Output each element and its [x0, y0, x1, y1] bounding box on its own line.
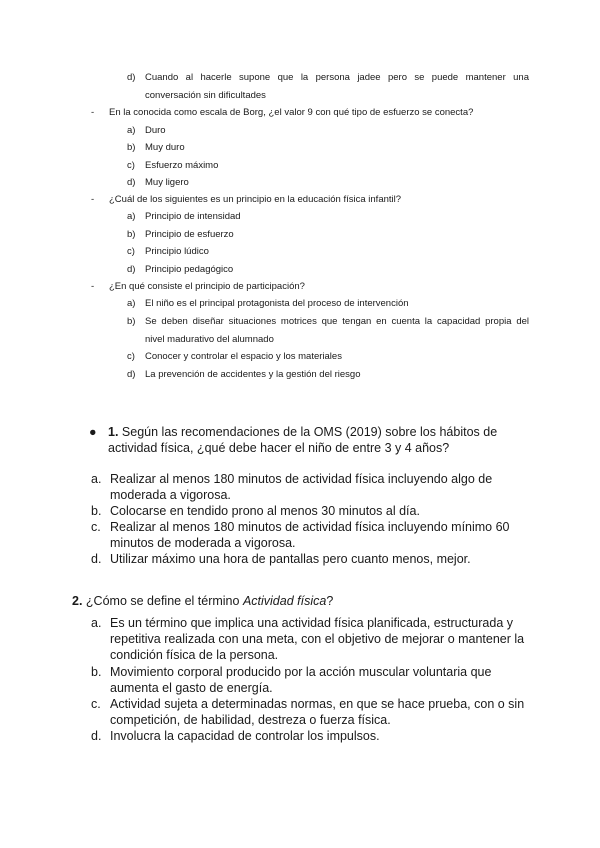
option-letter: b)	[127, 229, 136, 240]
option-letter: c)	[127, 351, 135, 362]
option-text: Muy ligero	[145, 177, 189, 188]
question-2	[72, 593, 333, 609]
option-line: Movimiento corporal producido por la acción muscular voluntaria que	[110, 665, 492, 679]
option-letter: a)	[127, 211, 136, 222]
option-text: Esfuerzo máximo	[145, 160, 219, 171]
option-item	[127, 348, 342, 366]
answer-option	[91, 519, 510, 551]
dash-bullet: -	[91, 107, 95, 118]
question-text: ¿En qué consiste el principio de participación?	[109, 281, 305, 292]
option-item	[127, 226, 234, 244]
option-letter: d.	[91, 729, 102, 743]
question-text-line2: actividad física, ¿qué debe hacer el niño de entre 3 y 4 años?	[108, 441, 450, 455]
option-text: Principio de intensidad	[145, 211, 241, 222]
question-d-option	[127, 69, 529, 105]
question-participation	[91, 278, 305, 296]
option-text: Muy duro	[145, 142, 185, 153]
dash-bullet: -	[91, 281, 95, 292]
option-letter: c)	[127, 160, 135, 171]
option-line: minutos de moderada a vigorosa.	[110, 536, 296, 550]
option-letter: b.	[91, 665, 102, 679]
answer-option	[91, 615, 524, 663]
option-letter: d)	[127, 72, 136, 83]
question-term: Actividad física	[242, 594, 327, 608]
option-letter: a.	[91, 616, 102, 630]
dash-bullet: -	[91, 194, 95, 205]
answer-option	[91, 696, 524, 728]
option-item	[127, 174, 189, 192]
option-text: Principio lúdico	[145, 246, 209, 257]
question-text-line1: Según las recomendaciones de la OMS (2019) sobre los hábitos de	[121, 425, 498, 439]
option-text: El niño es el principal protagonista del proceso de intervención	[145, 298, 409, 309]
option-letter: b.	[91, 504, 102, 518]
question-number: 2.	[72, 594, 83, 608]
option-letter: c)	[127, 246, 135, 257]
option-letter: d.	[91, 552, 102, 566]
option-text-line2: nivel madurativo del alumnado	[145, 334, 274, 345]
option-line: competición, de habilidad, destreza o fuerza física.	[110, 713, 391, 727]
answer-option	[91, 664, 491, 696]
answer-option	[91, 503, 420, 519]
question-principle	[91, 191, 401, 209]
option-line: aumenta el gasto de energía.	[110, 681, 273, 695]
option-item	[127, 366, 360, 384]
question-text: En la conocida como escala de Borg, ¿el valor 9 con qué tipo de esfuerzo se conecta?	[109, 107, 474, 118]
option-item	[127, 139, 185, 157]
round-bullet: ●	[89, 425, 97, 439]
option-letter: a)	[127, 298, 136, 309]
option-line: Actividad sujeta a determinadas normas, en que se hace prueba, con o sin	[110, 697, 525, 711]
option-text: Principio pedagógico	[145, 264, 234, 275]
option-line: Utilizar máximo una hora de pantallas pero cuanto menos, mejor.	[110, 552, 471, 566]
option-letter: c.	[91, 520, 101, 534]
question-end: ?	[326, 594, 334, 608]
option-letter: a)	[127, 125, 136, 136]
option-line: Es un término que implica una actividad física planificada, estructurada y	[110, 616, 513, 630]
option-text: La prevención de accidentes y la gestión del riesgo	[145, 369, 361, 380]
option-item	[127, 208, 241, 226]
option-item	[127, 295, 409, 313]
answer-option	[91, 551, 471, 567]
option-line: Realizar al menos 180 minutos de actividad física incluyendo algo de	[110, 472, 493, 486]
option-item	[127, 122, 166, 140]
option-letter: d)	[127, 177, 136, 188]
option-item	[127, 157, 218, 175]
option-text: Conocer y controlar el espacio y los materiales	[145, 351, 342, 362]
option-line: repetitiva realizada con una meta, con el objetivo de mejorar o mantener la	[110, 632, 525, 646]
option-text: Duro	[145, 125, 166, 136]
option-line: Colocarse en tendido prono al menos 30 minutos al día.	[110, 504, 420, 518]
option-text-line2: conversación sin dificultades	[145, 90, 266, 101]
option-line: Realizar al menos 180 minutos de actividad física incluyendo mínimo 60	[110, 520, 510, 534]
option-letter: b)	[127, 142, 136, 153]
question-text: ¿Cómo se define el término	[85, 594, 243, 608]
option-letter: d)	[127, 264, 136, 275]
option-item	[127, 313, 529, 349]
question-text: ¿Cuál de los siguientes es un principio en la educación física infantil?	[109, 194, 402, 205]
option-item	[127, 261, 233, 279]
option-letter: a.	[91, 472, 102, 486]
option-line: moderada a vigorosa.	[110, 488, 231, 502]
question-1	[89, 424, 497, 456]
option-letter: d)	[127, 369, 136, 380]
option-text-line1: Se deben diseñar situaciones motrices que tengan en cuenta la capacidad propia del	[145, 316, 529, 327]
option-letter: b)	[127, 316, 136, 327]
option-line: condición física de la persona.	[110, 648, 279, 662]
option-item	[127, 243, 209, 261]
option-letter: c.	[91, 697, 101, 711]
answer-option	[91, 471, 492, 503]
option-text: Principio de esfuerzo	[145, 229, 234, 240]
option-text-line1: Cuando al hacerle supone que la persona jadee pero se puede mantener una	[145, 72, 529, 83]
option-line: Involucra la capacidad de controlar los impulsos.	[110, 729, 380, 743]
question-borg	[91, 104, 473, 122]
question-number: 1.	[108, 425, 119, 439]
answer-option	[91, 728, 380, 744]
